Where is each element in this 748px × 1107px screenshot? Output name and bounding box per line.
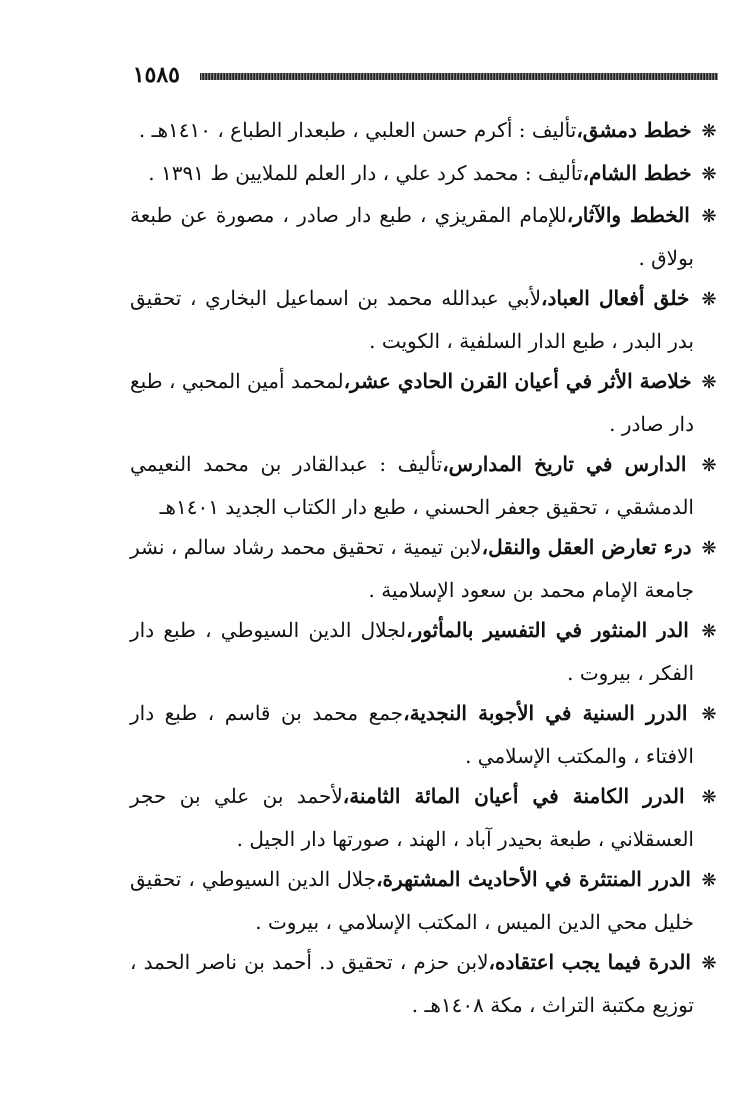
bullet-icon: ❋ [701, 206, 717, 227]
header-rule [200, 73, 718, 80]
entry-text: جلال الدين السيوطي ، تحقيق خليل محي الدين الميس ، المكتب الإسلامي ، بيروت . [130, 867, 694, 934]
entry-text: لابن تيمية ، تحقيق محمد رشاد سالم ، نشر جامعة الإمام محمد بن سعود الإسلامية . [130, 535, 694, 602]
page-header [128, 60, 718, 94]
entry-title: الخطط والآثار، [566, 203, 690, 227]
bibliography-entry [130, 444, 720, 527]
entry-title: الدرر المنتثرة في الأحاديث المشتهرة، [376, 867, 691, 891]
bullet-icon: ❋ [701, 787, 717, 808]
bullet-icon: ❋ [701, 704, 717, 725]
bibliography-entry [130, 153, 720, 196]
bullet-icon: ❋ [701, 163, 717, 185]
bibliography-entry [130, 361, 720, 444]
entry-title: الدر المنثور في التفسير بالمأثور، [406, 618, 689, 642]
bullet-icon: ❋ [701, 455, 717, 476]
entry-title: الدارس في تاريخ المدارس، [442, 452, 687, 476]
entry-text: لمحمد أمين المحبي ، طبع دار صادر . [130, 369, 694, 436]
bullet-icon: ❋ [701, 870, 717, 891]
entry-text: تأليف : عبدالقادر بن محمد النعيمي الدمشقي ، تحقيق جعفر الحسني ، طبع دار الكتاب الجديد ١٤٠١هـ [130, 452, 694, 519]
entry-text: لأبي عبدالله محمد بن اسماعيل البخاري ، تحقيق بدر البدر ، طبع الدار السلفية ، الكويت . [130, 286, 694, 353]
entry-text: تأليف : أكرم حسن العلبي ، طبعدار الطباع ، ١٤١٠هـ . [138, 118, 577, 142]
bullet-icon: ❋ [701, 953, 717, 974]
bibliography-entry [130, 610, 720, 693]
bullet-icon: ❋ [701, 621, 717, 642]
bullet-icon: ❋ [701, 538, 717, 559]
bullet-icon: ❋ [701, 121, 717, 142]
page-number: ١٥٨٥ [132, 62, 180, 88]
bullet-icon: ❋ [701, 372, 717, 393]
entry-text: لابن حزم ، تحقيق د. أحمد بن ناصر الحمد ، توزيع مكتبة التراث ، مكة ١٤٠٨هـ . [130, 950, 694, 1017]
entry-text: جمع محمد بن قاسم ، طبع دار الافتاء ، والمكتب الإسلامي . [130, 701, 694, 768]
entry-title: خلاصة الأثر في أعيان القرن الحادي عشر، [343, 369, 692, 393]
entry-title: الدرر الكامنة في أعيان المائة الثامنة، [342, 784, 685, 808]
bibliography-entry [130, 110, 720, 153]
entry-title: خطط الشام، [582, 160, 692, 185]
bibliography-entry [130, 278, 720, 361]
entry-title: الدرة فيما يجب اعتقاده، [488, 950, 691, 974]
entry-text: لجلال الدين السيوطي ، طبع دار الفكر ، بيروت . [130, 618, 694, 685]
bibliography-list [130, 110, 720, 1025]
entry-title: خطط دمشق، [576, 118, 692, 142]
bibliography-entry [130, 776, 720, 859]
bibliography-entry [130, 693, 720, 776]
bibliography-entry [130, 195, 720, 278]
bullet-icon: ❋ [701, 289, 717, 310]
bibliography-entry [130, 527, 720, 610]
entry-text: لأحمد بن علي بن حجر العسقلاني ، طبعة بحيدر آباد ، الهند ، صورتها دار الجيل . [130, 784, 694, 851]
entry-title: درء تعارض العقل والنقل، [481, 535, 692, 559]
bibliography-entry [130, 859, 720, 942]
entry-title: خلق أفعال العباد، [540, 286, 690, 310]
entry-text: تأليف : محمد كرد علي ، دار العلم للملايين ط ١٣٩١ . [148, 160, 583, 185]
entry-title: الدرر السنية في الأجوبة النجدية، [403, 701, 688, 725]
entry-text: للإمام المقريزي ، طبع دار صادر ، مصورة عن طبعة بولاق . [130, 203, 694, 270]
bibliography-entry [130, 942, 720, 1025]
